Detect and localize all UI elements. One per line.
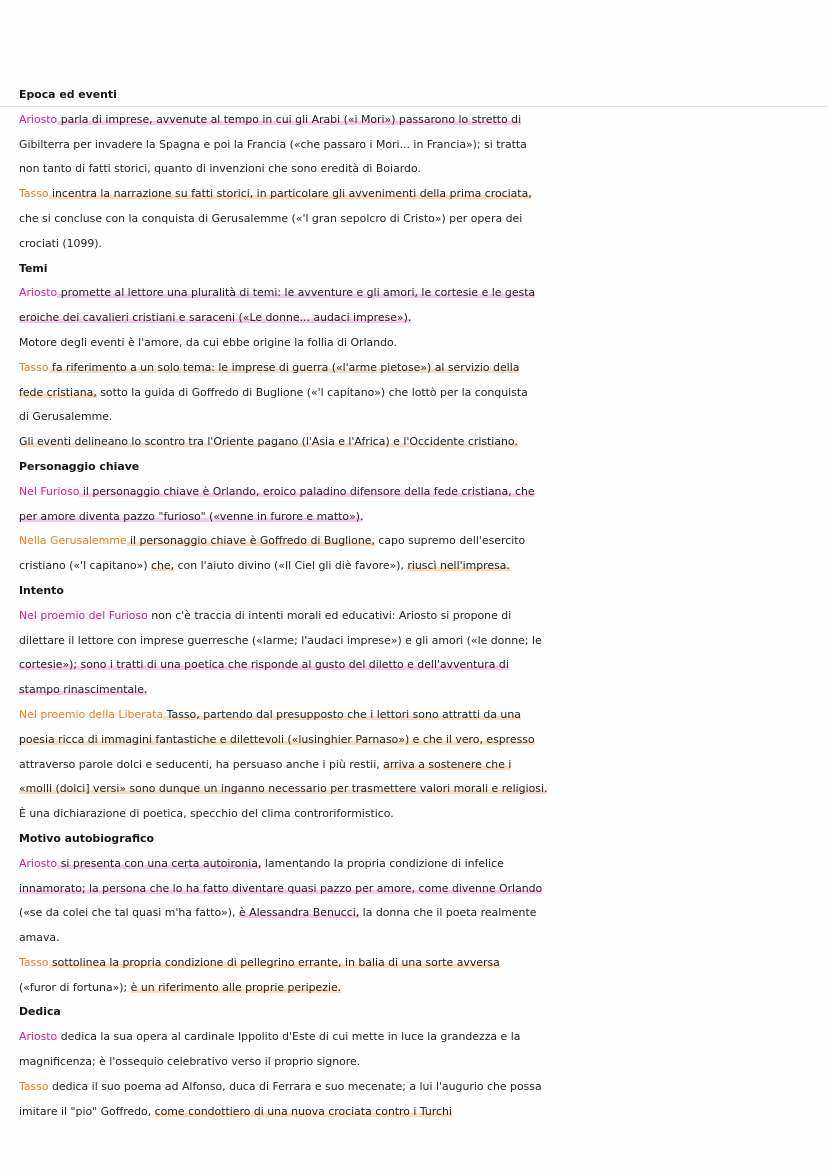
- ariosto-label: Ariosto: [19, 286, 58, 300]
- section-heading-motivo: Motivo autobiografico: [19, 831, 154, 845]
- text-line: [19, 281, 819, 306]
- text-line: [19, 753, 819, 778]
- section-heading-personaggio: Personaggio chiave: [19, 459, 140, 473]
- text-span: non tanto di fatti storici, quanto di invenzioni che sono eredità di Boiardo.: [19, 162, 421, 176]
- text-line: [19, 1075, 819, 1100]
- highlighted-text: è un riferimento alle proprie peripezie.: [130, 980, 342, 994]
- text-line: [19, 554, 819, 579]
- text-span: («furor di fortuna»);: [19, 980, 131, 994]
- text-span: che si concluse con la conquista di Gerusalemme («'l gran sepolcro di Cristo») per opera dei: [19, 211, 523, 225]
- ariosto-label: Ariosto: [19, 112, 58, 126]
- text-span: dedica la sua opera al cardinale Ippolito d'Este di cui mette in luce la grandezza e la: [57, 1030, 521, 1044]
- text-line: [19, 901, 819, 926]
- ariosto-label: Ariosto: [19, 1030, 58, 1044]
- text-span: capo supremo dell'esercito: [374, 534, 526, 548]
- highlighted-text: il personaggio chiave è Goffredo di Buglione,: [126, 534, 375, 548]
- highlighted-text: promette al lettore una pluralità di temi: le avventure e gli amori, le cortesie e le gesta: [57, 286, 536, 300]
- section-heading-temi: Temi: [19, 261, 48, 275]
- highlighted-text: eroiche dei cavalieri cristiani e saraceni («Le donne... audaci imprese»).: [19, 311, 412, 325]
- highlighted-text: innamorato; la persona che lo ha fatto diventare quasi pazzo per amore, come divenne Orlando: [19, 881, 543, 895]
- text-line: [19, 430, 819, 455]
- highlighted-text: il personaggio chiave è Orlando, eroico paladino difensore della fede cristiana, che: [79, 484, 535, 498]
- text-line: [19, 703, 819, 728]
- text-line: [19, 306, 819, 331]
- highlighted-text: come condottiero di una nuova crociata contro i Turchi: [154, 1104, 452, 1118]
- text-line: [19, 976, 819, 1001]
- text-line: [19, 728, 819, 753]
- text-line: [19, 108, 819, 133]
- tasso-label: Tasso: [19, 1079, 49, 1093]
- text-span: sotto la guida di Goffredo di Buglione («'l capitano») che lottò per la conquista: [96, 385, 528, 399]
- text-span: dilettare il lettore con imprese guerresche («larme; l'audaci imprese») e gli amori («le donne; le: [19, 633, 542, 647]
- text-span: con l'aiuto divino («Il Ciel gli diè favore»),: [174, 559, 408, 573]
- text-span: imitare il "pio" Goffredo,: [19, 1104, 155, 1118]
- text-span: lamentando la propria condizione di infelice: [261, 856, 504, 870]
- text-line: [19, 802, 819, 827]
- text-span: magnificenza; è l'ossequio celebrativo verso il proprio signore.: [19, 1055, 361, 1069]
- highlighted-text: sottolinea la propria condizione di pellegrino errante, in balia di una sorte avversa: [48, 955, 500, 969]
- text-line: [19, 133, 819, 158]
- highlighted-text: incentra la narrazione su fatti storici, in particolare gli avvenimenti della prima crociata,: [48, 187, 532, 201]
- notes-body: [19, 83, 819, 1124]
- text-span: crociati (1099).: [19, 236, 103, 250]
- text-line: [19, 480, 819, 505]
- text-line: [19, 232, 819, 257]
- section-heading-dedica: Dedica: [19, 1005, 61, 1019]
- highlighted-text: sono dunque un inganno necessario per trasmettere valori morali e religiosi.: [126, 782, 548, 796]
- text-line: [19, 505, 819, 530]
- section-heading-intento: Intento: [19, 583, 64, 597]
- tasso-label: Tasso: [19, 187, 49, 201]
- text-span: la donna che il poeta realmente: [359, 906, 537, 920]
- highlighted-text: è Alessandra Benucci,: [238, 906, 360, 920]
- highlighted-text: fa riferimento a un solo tema: le imprese di guerra («l'arme pietose») al servizio della: [48, 360, 520, 374]
- text-line: [19, 1025, 819, 1050]
- highlighted-text: Gli eventi delineano lo scontro tra l'Oriente pagano (l'Asia e l'Africa) e l'Occidente cristiano.: [19, 435, 518, 449]
- text-line: [19, 1050, 819, 1075]
- text-span: amava.: [19, 931, 60, 945]
- text-span: cristiano («'l capitano»): [19, 559, 152, 573]
- highlighted-text: «molli (dolci] versi»: [19, 782, 127, 796]
- text-line: [19, 926, 819, 951]
- text-line: [19, 629, 819, 654]
- text-line: [19, 777, 819, 802]
- text-line: [19, 405, 819, 430]
- highlighted-text: Tasso, partendo dal presupposto che i lettori sono attratti da una: [163, 707, 521, 721]
- text-line: [19, 604, 819, 629]
- text-line: [19, 207, 819, 232]
- text-span: attraverso parole dolci e seducenti, ha persuaso anche i più restii,: [19, 757, 384, 771]
- highlighted-text: parla di imprese, avvenute al tempo in cui gli Arabi («i Mori») passarono lo stretto di: [57, 112, 522, 126]
- text-span: di Gerusalemme.: [19, 410, 113, 424]
- text-line: [19, 381, 819, 406]
- tasso-label: Tasso: [19, 955, 49, 969]
- text-span: Gibilterra per invadere la Spagna e poi la Francia («che passaro i Mori... in Francia»); si tratta: [19, 137, 527, 151]
- tasso-label: Tasso: [19, 360, 49, 374]
- text-line: [19, 653, 819, 678]
- highlighted-text: poesia ricca di immagini fantastiche e dilettevoli («lusinghier Parnaso») e che il vero, espresso: [19, 732, 535, 746]
- highlighted-text: per amore diventa pazzo "furioso" («venne in furore e matto»).: [19, 509, 364, 523]
- text-line: [19, 157, 819, 182]
- text-line: [19, 877, 819, 902]
- text-span: Motore degli eventi è l'amore, da cui ebbe origine la follia di Orlando.: [19, 335, 397, 349]
- highlighted-text: che,: [151, 559, 175, 573]
- text-span: («se da colei che tal quasi m'ha fatto»),: [19, 906, 239, 920]
- proemio-furioso-label: Nel proemio del Furioso: [19, 608, 148, 622]
- text-line: [19, 1100, 819, 1125]
- text-line: [19, 529, 819, 554]
- furioso-label: Nel Furioso: [19, 484, 80, 498]
- highlighted-text: arriva a sostenere che i: [383, 757, 512, 771]
- highlighted-text: si presenta con una certa autoironia,: [57, 856, 262, 870]
- highlighted-text: stampo rinascimentale.: [19, 683, 148, 697]
- text-line: [19, 678, 819, 703]
- text-span: È una dichiarazione di poetica, specchio del clima controriformistico.: [19, 807, 394, 821]
- highlighted-text: riuscì nell'impresa.: [407, 559, 510, 573]
- highlighted-text: cortesie»); sono i tratti di una poetica che risponde al gusto del diletto e dell'avventura di: [19, 658, 509, 672]
- text-span: dedica il suo poema ad Alfonso, duca di Ferrara e suo mecenate; a lui l'augurio che possa: [48, 1079, 542, 1093]
- text-line: [19, 852, 819, 877]
- text-line: [19, 356, 819, 381]
- text-span: non c'è traccia di intenti morali ed educativi: Ariosto si propone di: [147, 608, 512, 622]
- highlighted-text: fede cristiana,: [19, 385, 97, 399]
- section-heading-epoca: Epoca ed eventi: [19, 88, 117, 101]
- gerusalemme-label: Nella Gerusalemme: [19, 534, 127, 548]
- text-line: [19, 182, 819, 207]
- text-line: [19, 951, 819, 976]
- proemio-liberata-label: Nel proemio della Liberata: [19, 707, 164, 721]
- ariosto-label: Ariosto: [19, 856, 58, 870]
- text-line: [19, 331, 819, 356]
